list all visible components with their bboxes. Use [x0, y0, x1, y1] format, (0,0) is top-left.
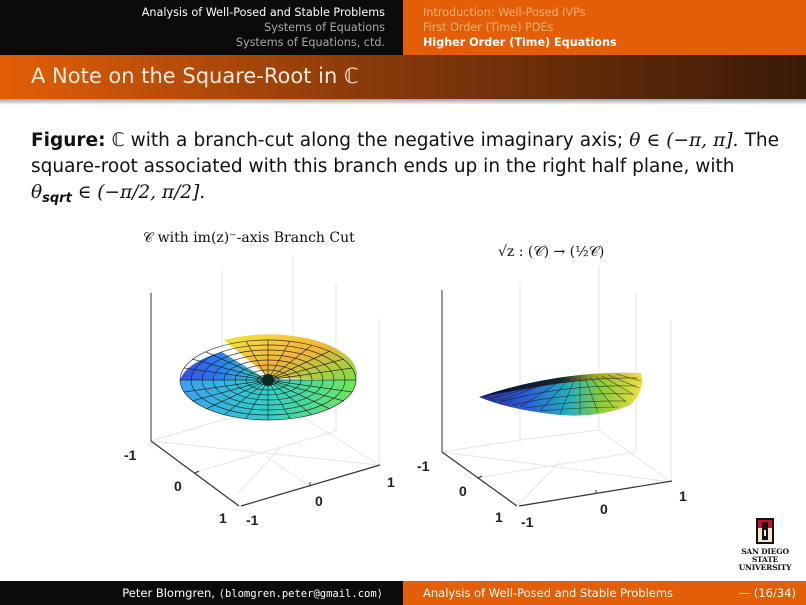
- left-plot-title: 𝒞 with im(z)⁻-axis Branch Cut: [143, 230, 355, 246]
- caption-line1-math: θ ∈ (−π, π].: [629, 130, 739, 151]
- footer-title: Analysis of Well-Posed and Stable Problems: [423, 586, 674, 600]
- section-link-systems-ctd[interactable]: Systems of Equations, ctd.: [235, 36, 385, 49]
- caption-label: Figure:: [31, 130, 106, 151]
- frame-title: A Note on the Square-Root in ℂ: [31, 64, 359, 88]
- right-y-tick-1: 1: [495, 509, 503, 525]
- subsection-link-first-order[interactable]: First Order (Time) PDEs: [423, 21, 554, 34]
- left-y-tick-0: 0: [174, 478, 182, 494]
- footer-email[interactable]: ⟨blomgren.peter@gmail.com⟩: [218, 588, 383, 600]
- left-x-tick-0: 0: [315, 493, 323, 509]
- left-y-tick-1: 1: [219, 510, 227, 526]
- section-link-analysis[interactable]: Analysis of Well-Posed and Stable Problems: [141, 6, 385, 19]
- footer-title-box: [403, 581, 806, 605]
- footer-author-box: [0, 581, 403, 605]
- right-plot-title: √z : (𝒞) → (½𝒞): [498, 244, 605, 260]
- footer-author: Peter Blomgren,: [122, 586, 215, 600]
- logo-line2: UNIVERSITY: [738, 563, 792, 572]
- logo-line1: SAN DIEGO STATE: [741, 547, 789, 564]
- subsection-link-higher-order[interactable]: Higher Order (Time) Equations: [423, 36, 617, 49]
- subsection-link-intro[interactable]: Introduction: Well-Posed IVPs: [423, 6, 586, 19]
- caption-theta: θ: [31, 182, 43, 203]
- page-number: — (16/34): [738, 586, 796, 600]
- right-x-tick-1: 1: [679, 488, 687, 504]
- sdsu-shield-icon: [755, 518, 775, 544]
- footer: [0, 581, 806, 605]
- right-y-tick-0: 0: [459, 483, 467, 499]
- caption-theta-sub: sqrt: [42, 191, 72, 206]
- caption-line1-text: ℂ with a branch-cut along the negative imaginary axis;: [111, 130, 624, 151]
- left-x-tick-neg1: -1: [246, 512, 259, 528]
- right-y-tick-neg1: -1: [417, 458, 430, 474]
- section-link-systems[interactable]: Systems of Equations: [264, 21, 385, 34]
- left-x-tick-1: 1: [387, 474, 395, 490]
- left-y-tick-neg1: -1: [124, 447, 137, 463]
- caption-line2: The square-root associated with this branch ends up in the right half plane, with: [31, 130, 780, 177]
- right-x-tick-neg1: -1: [521, 514, 534, 530]
- caption-line3-rest: ∈ (−π/2, π/2].: [71, 182, 206, 203]
- right-x-tick-0: 0: [600, 501, 608, 517]
- sdsu-logo: [735, 518, 795, 572]
